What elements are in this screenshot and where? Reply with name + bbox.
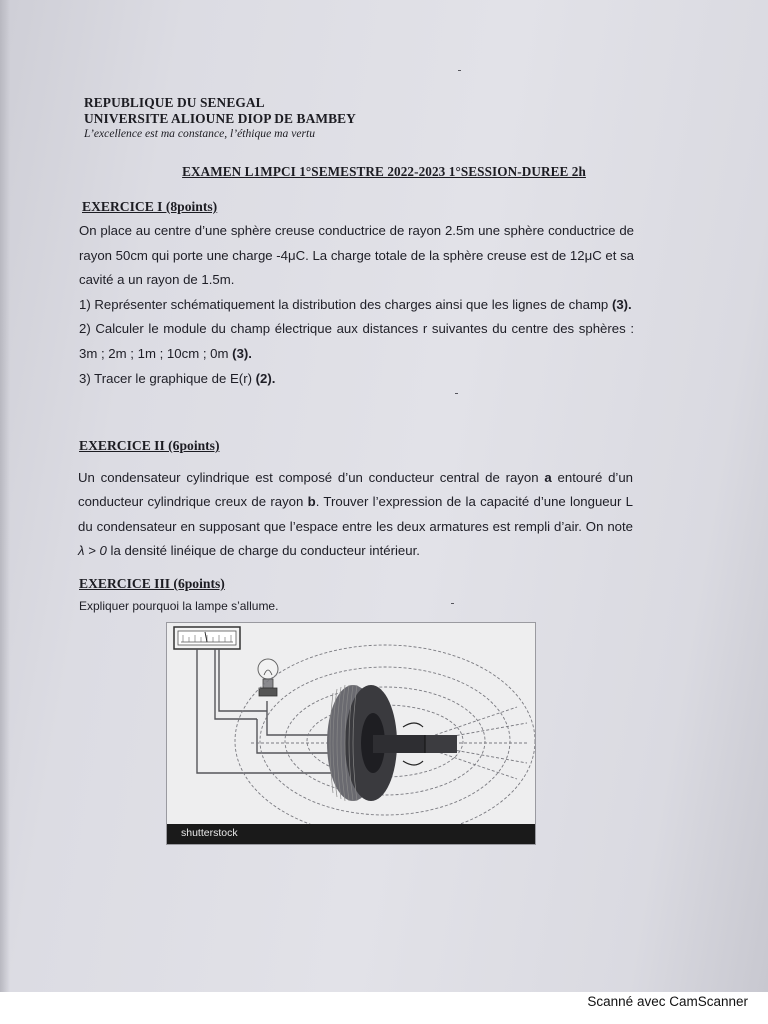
- question-2-points: (3).: [232, 345, 252, 361]
- induction-figure: [166, 622, 536, 845]
- country-name: REPUBLIQUE DU SENEGAL: [84, 95, 265, 110]
- exercise-2-text-d: la densité linéique de charge du conducteur intérieur.: [110, 542, 420, 558]
- coil-lamp-illustration: [167, 623, 536, 845]
- shutterstock-watermark: shutterstock: [181, 827, 238, 839]
- question-3-text: 3) Tracer le graphique de E(r): [79, 370, 252, 386]
- exercise-2-text: [78, 466, 633, 563]
- exercise-1-question-1: [79, 293, 634, 318]
- variable-a: a: [544, 470, 552, 485]
- question-3-points: (2).: [255, 370, 276, 386]
- exercise-1-text: [79, 219, 634, 391]
- exercise-1-intro: On place au centre d’une sphère creuse conductrice de rayon 2.5m une sphère conductrice de rayon 50cm qui porte une charge -4μC. La charge totale de la sphère creuse est de 12μC et sa cavité a un rayon de 1.5m.: [79, 223, 634, 288]
- exam-title: EXAMEN L1MPCI 1°SEMESTRE 2022-2023 1°SESSION-DUREE 2h: [182, 164, 586, 179]
- exercise-1-question-3: [79, 367, 634, 392]
- exercise-2-heading: EXERCICE II (6points): [79, 438, 220, 453]
- university-motto: L’excellence est ma constance, l’éthique ma vertu: [84, 127, 316, 140]
- exercise-1-question-2: [79, 317, 634, 366]
- question-1-points: (3).: [611, 296, 632, 312]
- question-2-text: 2) Calculer le module du champ électrique aux distances r suivantes du centre des sphères : 3m ; 2m ; 1m ; 10cm ; 0m: [79, 321, 634, 361]
- question-1-text: 1) Représenter schématiquement la distribution des charges ainsi que les lignes de champ: [79, 296, 609, 312]
- exercise-2-text-a: Un condensateur cylindrique est composé d’un conducteur central de rayon: [78, 470, 539, 485]
- scan-speck: [455, 393, 458, 394]
- lamp-icon: [258, 659, 278, 696]
- exercise-2-paragraph: [78, 466, 633, 563]
- exercise-1-heading: EXERCICE I (8points): [82, 199, 218, 214]
- exercise-3-question: Expliquer pourquoi la lampe s’allume.: [79, 599, 279, 613]
- university-name: UNIVERSITE ALIOUNE DIOP DE BAMBEY: [84, 111, 356, 126]
- meter-icon: [174, 627, 240, 649]
- exercise-2-text-b: entouré d’un conducteur cylindrique creux de rayon: [78, 470, 634, 510]
- exercise-2-text-c: . Trouver l’expression de la capacité d’une longueur L du condensateur en supposant que l’espace entre les deux armatures est rempli d’air. On note: [78, 494, 633, 534]
- scan-speck: [458, 70, 461, 71]
- watermark-bar: [167, 824, 535, 844]
- camscanner-footer: Scanné avec CamScanner: [587, 994, 748, 1009]
- scan-speck: [451, 603, 454, 604]
- lambda-expression: λ > 0: [78, 542, 107, 558]
- exercise-3-heading: EXERCICE III (6points): [79, 576, 225, 591]
- variable-b: b: [307, 494, 316, 510]
- document-header: [84, 95, 356, 141]
